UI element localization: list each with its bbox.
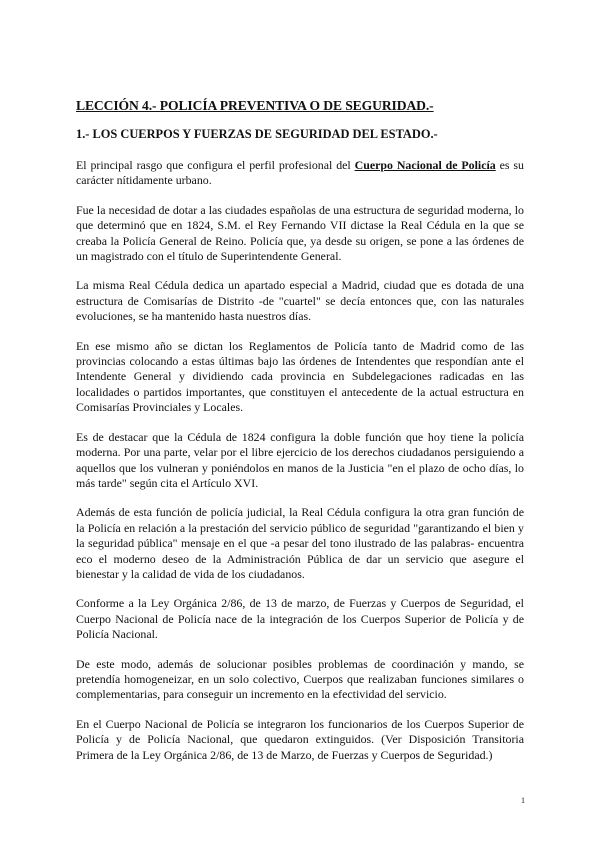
paragraph-8: En el Cuerpo Nacional de Policía se integraron los funcionarios de los Cuerpos Superior de Policía y de Policía Nacional, que quedaron extinguidos. (Ver Disposición Transitoria Primera de la Ley Orgánica 2/86, de 13 de Marzo, de Fuerzas y Cuerpos de Seguridad.): [76, 716, 524, 762]
paragraph-4: Es de destacar que la Cédula de 1824 configura la doble función que hoy tiene la policía moderna. Por una parte, velar por el libre ejercicio de los derechos ciudadanos persiguiendo a aquellos que los vulneran y poniéndolos en manos de la Justicia "en el plazo de ocho días, lo más tarde" según cita el Artículo XVI.: [76, 429, 524, 490]
paragraph-5: Además de esta función de policía judicial, la Real Cédula configura la otra gran función de la Policía en relación a la prestación del servicio público de seguridad "garantizando el bien y la seguridad pública" mensaje en el que -a pesar del tono ilustrado de las palabras- encuentra eco el moderno deseo de la Administración Pública de dar un servicio que asegure el bienestar y la calidad de vida de los ciudadanos.: [76, 505, 524, 581]
page-number: 1: [521, 796, 525, 805]
page-content: [76, 84, 524, 777]
highlighted-term: Cuerpo Nacional de Policía: [354, 158, 496, 172]
paragraph-2: La misma Real Cédula dedica un apartado especial a Madrid, ciudad que es dotada de una estructura de Comisarías de Distrito -de "cuartel" se decía entonces que, con las naturales evoluciones, se ha mantenido hasta nuestros días.: [76, 278, 524, 324]
lesson-title: LECCIÓN 4.- POLICÍA PREVENTIVA O DE SEGURIDAD.-: [76, 98, 434, 113]
paragraph-3: En ese mismo año se dictan los Reglamentos de Policía tanto de Madrid como de las provincias colocando a estas últimas bajo las órdenes de Intendentes que respondían ante el Intendente General y dividiendo cada provincia en Subdelegaciones radicadas en las localidades o partidos importantes, que constituyen el antecedente de la actual estructura en Comisarías Provinciales y Locales.: [76, 338, 524, 415]
section-heading: 1.- LOS CUERPOS Y FUERZAS DE SEGURIDAD DEL ESTADO.-: [76, 127, 438, 141]
intro-paragraph: [76, 158, 524, 189]
paragraph-7: De este modo, además de solucionar posibles problemas de coordinación y mando, se pretendía homogeneizar, en un solo colectivo, Cuerpos que realizaban funciones similares o complementarias, para conseguir un incremento en la efectividad del servicio.: [76, 656, 524, 702]
paragraph-1: Fue la necesidad de dotar a las ciudades españolas de una estructura de seguridad moderna, lo que determinó que en 1824, S.M. el Rey Fernando VII dictase la Real Cédula en la que se creaba la Policía General de Reino. Policía que, ya desde su origen, se pone a las órdenes de un magistrado con el título de Superintendente General.: [76, 202, 524, 264]
intro-text-before: El principal rasgo que configura el perfil profesional del: [76, 158, 355, 172]
paragraph-6: Conforme a la Ley Orgánica 2/86, de 13 de marzo, de Fuerzas y Cuerpos de Seguridad, el Cuerpo Nacional de Policía nace de la integración de los Cuerpos Superior de Policía y de Policía Nacional.: [76, 596, 524, 642]
intro-text-after: es su carácter nítidamente urbano.: [76, 158, 524, 188]
